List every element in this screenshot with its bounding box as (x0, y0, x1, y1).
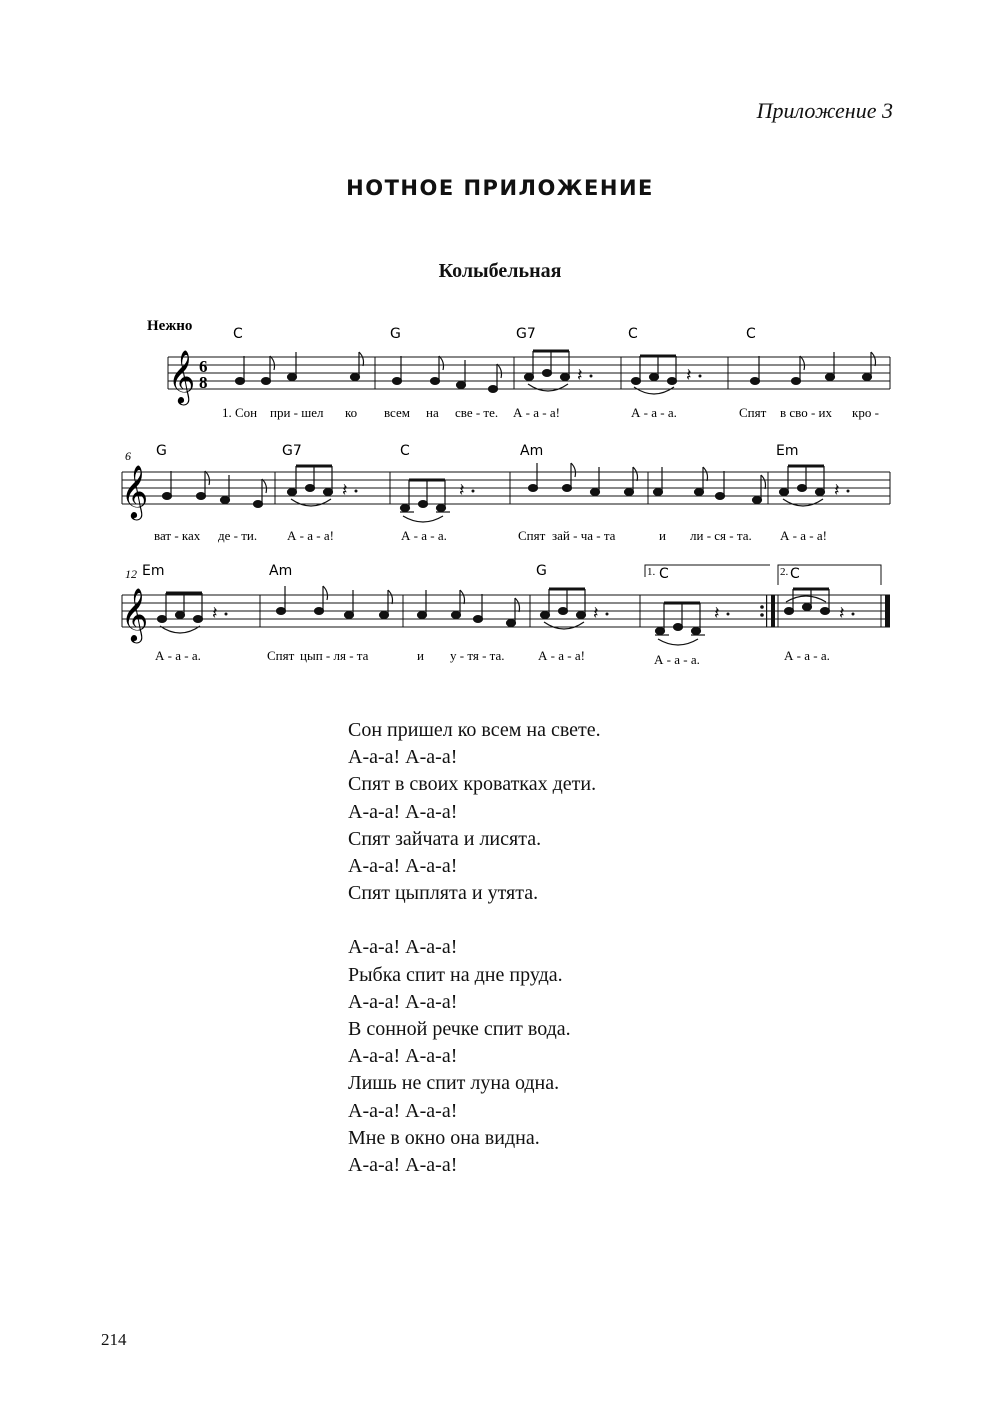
lyric-syllable: всем (384, 405, 410, 420)
lyric-syllable: кро - (852, 405, 879, 420)
lyric-syllable: цып - ля - та (300, 648, 369, 663)
chord-symbol: C (790, 566, 800, 582)
lyric-syllable: А - а - а. (155, 648, 201, 663)
chord-symbol: C (233, 326, 243, 342)
lyric-syllable: в сво - их (780, 405, 832, 420)
svg-text:𝄽: 𝄽 (459, 480, 465, 501)
tempo-marking: Нежно (147, 318, 193, 334)
song-title: Колыбельная (438, 260, 562, 282)
lyric-syllable: и (659, 528, 666, 543)
lyric-syllable: 1. Сон (222, 405, 258, 420)
treble-clef-icon: 𝄞 (121, 464, 149, 518)
staff-system-2 (121, 443, 890, 543)
chord-symbol: Em (142, 563, 165, 579)
lyric-syllable: ко (345, 405, 358, 420)
lyric-syllable: Спят (739, 405, 767, 420)
lyric-syllable: А - а - а. (784, 648, 830, 663)
sheet-music-score (0, 0, 1000, 700)
time-signature-top: 6 (199, 357, 208, 376)
lyric-line: Спят в своих кроватках дети. (348, 773, 597, 796)
lyric-syllable: А - а - а. (401, 528, 447, 543)
appendix-label: Приложение 3 (756, 98, 893, 123)
stanza-2 (348, 934, 601, 1179)
lyric-syllable: А - а - а! (538, 648, 585, 663)
lyric-line: Сон пришел ко всем на свете. (348, 719, 601, 741)
lyric-syllable: А - а - а! (287, 528, 334, 543)
time-signature-bottom: 8 (199, 373, 208, 392)
svg-text:𝄽: 𝄽 (834, 480, 840, 501)
measure-number: 12 (125, 567, 137, 581)
volta-number: 2. (780, 566, 789, 578)
chord-symbol: G7 (516, 326, 536, 342)
chord-symbol: G (536, 563, 547, 579)
treble-clef-icon: 𝄞 (121, 587, 149, 641)
lyric-line: А-а-а! А-а-а! (348, 800, 458, 823)
svg-text:𝄽: 𝄽 (714, 603, 720, 624)
lyric-line: А-а-а! А-а-а! (348, 990, 458, 1013)
lyric-line: Мне в окно она видна. (348, 1126, 540, 1149)
svg-text:𝄽: 𝄽 (686, 365, 692, 386)
chord-symbol: C (628, 326, 638, 342)
lyric-syllable: при - шел (270, 405, 324, 420)
lyric-line: А-а-а! А-а-а! (348, 855, 458, 878)
svg-text:𝄽: 𝄽 (577, 365, 583, 386)
rests-system-3 (212, 603, 855, 624)
lyrics-text (348, 717, 601, 1179)
measure-number: 6 (125, 449, 131, 463)
chord-symbol: Am (269, 563, 293, 579)
chord-symbol: C (659, 566, 669, 582)
lyric-syllable: Спят (518, 528, 546, 543)
lyric-line: В сонной речке спит вода. (348, 1018, 571, 1041)
stanza-1 (348, 717, 601, 907)
svg-text:𝄽: 𝄽 (839, 603, 845, 624)
lyric-syllable: све - те. (455, 405, 499, 420)
chord-symbol: G (156, 443, 167, 459)
lyric-line: А-а-а! А-а-а! (348, 746, 458, 769)
final-barline (885, 595, 890, 627)
section-title: НОТНОЕ ПРИЛОЖЕНИЕ (346, 176, 654, 200)
lyric-line: А-а-а! А-а-а! (348, 936, 458, 959)
svg-text:𝄽: 𝄽 (593, 603, 599, 624)
lyric-line: Лишь не спит луна одна. (348, 1072, 560, 1095)
lyric-syllable: ват - ках (154, 528, 201, 543)
lyric-line: А-а-а! А-а-а! (348, 1154, 458, 1177)
chord-symbol: Am (520, 443, 544, 459)
lyric-syllable: зай - ча - та (552, 528, 616, 543)
lyric-syllable: у - тя - та. (450, 648, 505, 663)
chord-symbol: Em (776, 443, 799, 459)
volta-number: 1. (647, 566, 656, 578)
lyric-syllable: на (426, 405, 439, 420)
chord-symbol: C (400, 443, 410, 459)
lyric-line: Спят зайчата и лисята. (348, 827, 542, 850)
lyric-syllable: Спят (267, 648, 295, 663)
lyric-line: А-а-а! А-а-а! (348, 1045, 458, 1068)
chord-symbol: C (746, 326, 756, 342)
volta-brackets (645, 565, 881, 585)
lyric-line: Рыбка спит на дне пруда. (348, 963, 563, 986)
chord-symbol: G7 (282, 443, 302, 459)
lyric-line: Спят цыплята и утята. (348, 882, 539, 905)
lyric-syllable: ли - ся - та. (690, 528, 752, 543)
svg-text:𝄽: 𝄽 (212, 603, 218, 624)
staff-system-1 (168, 326, 890, 420)
staff-system-3 (121, 563, 890, 667)
lyric-syllable: и (417, 648, 424, 663)
treble-clef-icon: 𝄞 (168, 349, 196, 403)
lyric-syllable: А - а - а! (513, 405, 560, 420)
lyric-syllable: А - а - а. (631, 405, 677, 420)
lyric-syllable: А - а - а. (654, 652, 700, 667)
lyric-syllable: де - ти. (218, 528, 258, 543)
lyric-line: А-а-а! А-а-а! (348, 1099, 458, 1122)
lyric-syllable: А - а - а! (780, 528, 827, 543)
svg-text:𝄽: 𝄽 (342, 480, 348, 501)
chord-symbol: G (390, 326, 401, 342)
page-number: 214 (101, 1330, 127, 1349)
